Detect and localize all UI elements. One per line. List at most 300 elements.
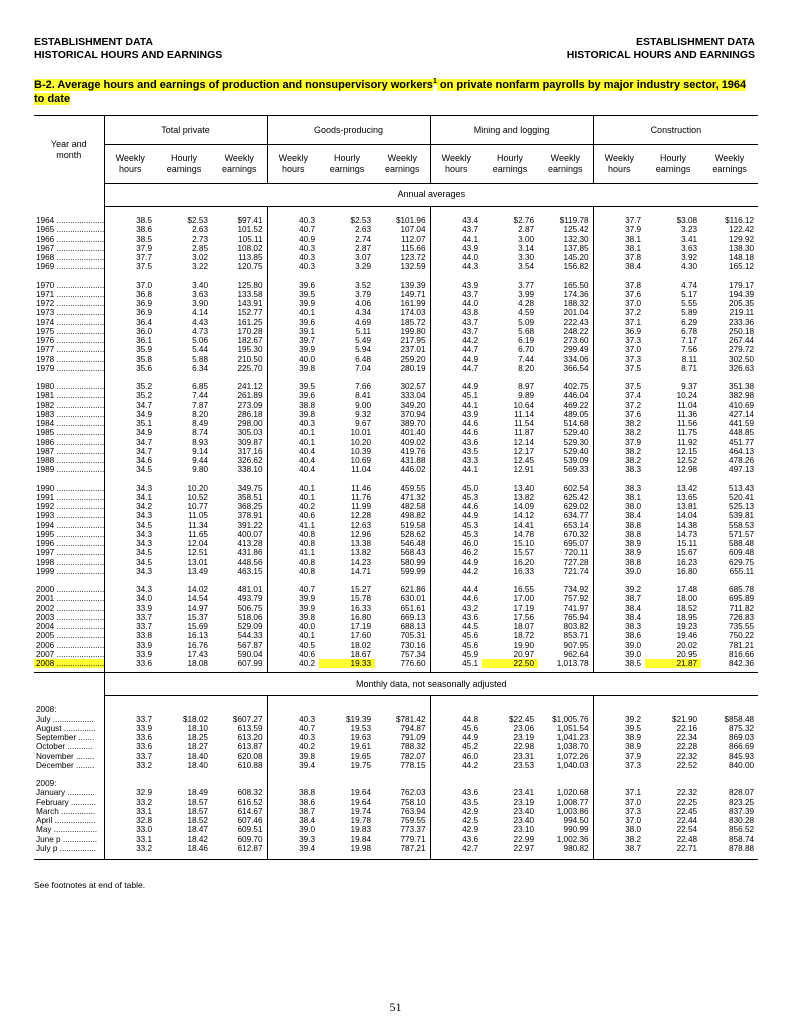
- table-cell: 45.2: [430, 742, 482, 751]
- table-cell: 38.5: [104, 216, 156, 225]
- table-cell: 14.41: [513, 520, 535, 530]
- row-label: 2003 .....................: [36, 612, 104, 622]
- table-cell: 15.67: [676, 548, 698, 558]
- table-row: [34, 724, 758, 733]
- table-cell: 32.8: [104, 816, 156, 825]
- table-cell: 567.87: [237, 640, 263, 650]
- table-cell: 875.32: [729, 723, 755, 733]
- table-cell: 607.99: [237, 659, 263, 668]
- table-cell: 19.64: [350, 797, 372, 807]
- table-cell: 20.95: [676, 649, 698, 659]
- table-cell: 18.08: [187, 659, 208, 668]
- table-cell: 34.3: [104, 567, 156, 576]
- table-cell: 40.2: [267, 502, 319, 511]
- table-cell: 33.2: [104, 798, 156, 807]
- table-cell: 43.6: [430, 788, 482, 797]
- table-cell: 19.53: [350, 723, 372, 733]
- table-cell: 38.8: [593, 521, 645, 530]
- table-cell: 40.6: [267, 511, 319, 520]
- table-cell: 39.6: [267, 318, 319, 327]
- table-cell: 39.0: [267, 825, 319, 834]
- table-cell: 334.06: [563, 354, 589, 364]
- table-row: [34, 798, 758, 807]
- table-cell: 39.8: [267, 613, 319, 622]
- table-cell: 757.92: [563, 594, 589, 604]
- table-cell: 43.5: [430, 447, 482, 456]
- table-cell: 4.74: [681, 280, 698, 290]
- table-cell: $19.39: [345, 714, 372, 724]
- table-cell: 9.44: [192, 456, 208, 465]
- table-cell: 446.04: [563, 391, 589, 401]
- table-cell: 39.6: [267, 281, 319, 290]
- table-cell: 37.9: [593, 225, 645, 234]
- table-cell: 529.09: [237, 622, 263, 631]
- column-header: Weekly hours: [430, 145, 482, 184]
- table-cell: 34.3: [104, 539, 156, 548]
- table-cell: 6.70: [518, 345, 535, 355]
- table-row: [34, 428, 758, 437]
- table-cell: 38.1: [593, 493, 645, 502]
- table-cell: 17.48: [676, 585, 698, 594]
- table-cell: 299.49: [563, 345, 589, 355]
- table-cell: 40.3: [267, 715, 319, 724]
- row-label: February ...........: [36, 797, 97, 807]
- row-label: April ..................: [36, 816, 96, 825]
- table-cell: 7.04: [355, 363, 372, 373]
- table-cell: 514.68: [563, 419, 589, 428]
- table-cell: 568.43: [400, 548, 426, 558]
- table-cell: 16.76: [187, 640, 208, 650]
- header-right: [567, 36, 755, 62]
- table-cell: 16.33: [513, 566, 535, 576]
- table-cell: 735.55: [729, 622, 755, 631]
- table-cell: 16.20: [513, 557, 535, 567]
- table-row: [34, 511, 758, 520]
- table-row: [34, 336, 758, 345]
- table-cell: 1,002.36: [556, 834, 589, 844]
- table-cell: 630.01: [400, 594, 426, 604]
- table-cell: 33.0: [104, 825, 156, 834]
- table-cell: 16.80: [676, 566, 698, 576]
- table-cell: 625.42: [563, 492, 589, 502]
- table-cell: 602.54: [563, 483, 589, 493]
- table-cell: 12.28: [350, 511, 372, 521]
- table-cell: 40.1: [267, 484, 319, 493]
- table-cell: 34.6: [104, 456, 156, 465]
- table-cell: 12.63: [350, 520, 372, 530]
- table-cell: 37.3: [593, 807, 645, 816]
- header-left: [34, 36, 222, 62]
- table-cell: 33.2: [104, 761, 156, 770]
- row-label: 2007 .....................: [36, 649, 104, 659]
- table-cell: 18.52: [187, 816, 208, 825]
- table-cell: 34.5: [104, 548, 156, 557]
- table-cell: 539.09: [563, 456, 589, 465]
- table-cell: 22.44: [676, 816, 698, 825]
- table-cell: 35.9: [104, 345, 156, 354]
- table-cell: 107.04: [400, 225, 426, 235]
- table-cell: 44.6: [430, 594, 482, 603]
- table-cell: 14.97: [187, 603, 208, 613]
- table-cell: 482.58: [400, 502, 426, 511]
- table-cell: 108.02: [237, 243, 263, 253]
- table-cell: 44.2: [430, 336, 482, 345]
- table-cell: 40.1: [267, 438, 319, 447]
- table-cell: 607.46: [237, 816, 263, 825]
- table-cell: 44.9: [430, 355, 482, 364]
- table-cell: 22.71: [676, 843, 698, 853]
- table-cell: 463.15: [237, 566, 263, 576]
- table-cell: 12.91: [513, 465, 535, 475]
- table-cell: 759.55: [400, 816, 426, 825]
- table-row: [34, 715, 758, 724]
- table-row: [34, 281, 758, 290]
- table-cell: 382.98: [729, 391, 755, 401]
- table-cell: 22.34: [676, 733, 698, 742]
- header-left-line2: HISTORICAL HOURS AND EARNINGS: [34, 49, 223, 61]
- table-cell: 569.33: [563, 465, 589, 475]
- table-cell: 18.52: [676, 603, 698, 613]
- row-label: 1970 .....................: [36, 280, 104, 290]
- table-cell: 174.03: [400, 308, 426, 318]
- table-cell: 38.4: [593, 613, 645, 622]
- table-cell: 4.06: [355, 299, 372, 308]
- table-cell: 8.49: [192, 419, 208, 428]
- section-label: Monthly data, not seasonally adjusted: [104, 673, 758, 696]
- table-cell: 38.9: [593, 539, 645, 548]
- table-cell: 39.0: [593, 567, 645, 576]
- table-cell: 11.05: [188, 511, 208, 521]
- table-cell: 402.75: [563, 382, 589, 391]
- table-cell: 489.05: [563, 409, 589, 419]
- table-cell: 18.49: [187, 788, 208, 798]
- table-cell: 45.6: [430, 641, 482, 650]
- table-cell: 14.73: [676, 529, 698, 539]
- table-cell: 38.8: [593, 558, 645, 567]
- table-cell: 840.00: [729, 760, 755, 770]
- table-cell: 120.75: [237, 262, 263, 272]
- table-cell: 14.23: [350, 557, 372, 567]
- table-cell: 612.87: [237, 843, 263, 853]
- table-cell: 10.20: [350, 437, 372, 447]
- table-cell: 726.83: [729, 612, 755, 622]
- table-cell: 15.27: [350, 585, 372, 594]
- table-cell: 15.57: [513, 548, 535, 558]
- table-cell: 17.19: [350, 622, 372, 631]
- table-cell: 5.09: [518, 317, 535, 327]
- table-cell: 12.51: [187, 548, 208, 558]
- table-cell: 125.42: [563, 225, 589, 235]
- table-cell: 4.14: [192, 308, 208, 318]
- table-row: [34, 622, 758, 631]
- table-cell: 481.01: [237, 585, 263, 594]
- table-cell: 125.80: [237, 280, 263, 290]
- table-cell: 9.14: [192, 446, 208, 456]
- table-cell: 7.44: [192, 391, 208, 401]
- column-header: Hourly earnings: [645, 145, 701, 184]
- table-cell: 161.25: [237, 317, 263, 327]
- title-part1: B-2. Average hours and earnings of production and nonsupervisory workers: [34, 79, 433, 91]
- table-cell: 33.7: [104, 613, 156, 622]
- table-row: [34, 613, 758, 622]
- table-cell: 34.7: [104, 447, 156, 456]
- row-label: 1979 .....................: [36, 363, 104, 373]
- table-cell: 23.10: [513, 825, 535, 835]
- table-cell: $607.27: [232, 714, 263, 724]
- table-cell: 513.43: [729, 483, 755, 493]
- table-cell: 493.79: [237, 594, 263, 604]
- table-cell: 10.24: [676, 391, 698, 401]
- row-label: 1971 .....................: [36, 289, 104, 299]
- group-header-goods-producing: Goods-producing: [267, 116, 430, 145]
- row-label: 1975 .....................: [36, 326, 104, 336]
- table-cell: 37.3: [593, 761, 645, 770]
- table-cell: 19.63: [350, 733, 372, 742]
- table-cell: 39.7: [267, 336, 319, 345]
- table-cell: 33.9: [104, 650, 156, 659]
- page-number: 51: [389, 1000, 402, 1014]
- table-cell: 19.83: [350, 825, 372, 835]
- table-cell: 33.1: [104, 835, 156, 844]
- table-cell: 44.3: [430, 262, 482, 271]
- table-cell: 40.3: [267, 262, 319, 271]
- table-cell: 39.9: [267, 604, 319, 613]
- table-cell: 33.9: [104, 724, 156, 733]
- table-cell: 688.13: [400, 622, 426, 631]
- row-label: 2004 .....................: [36, 622, 104, 631]
- table-cell: 610.88: [237, 760, 263, 770]
- table-cell: 40.2: [267, 742, 319, 751]
- row-label: 1992 .....................: [36, 502, 104, 511]
- table-cell: 519.58: [400, 520, 426, 530]
- row-label: 1980 .....................: [36, 382, 104, 391]
- table-cell: 40.4: [267, 447, 319, 456]
- table-row: [34, 650, 758, 659]
- table-cell: 17.43: [187, 649, 208, 659]
- table-cell: 3.07: [355, 253, 372, 262]
- table-cell: 37.4: [593, 391, 645, 400]
- table-cell: 33.2: [104, 844, 156, 853]
- table-row: [34, 345, 758, 354]
- table-cell: 18.57: [187, 797, 208, 807]
- table-cell: 9.00: [355, 400, 372, 410]
- table-cell: 13.01: [187, 557, 208, 567]
- row-label: 1993 .....................: [36, 511, 104, 521]
- table-cell: 33.6: [104, 733, 156, 742]
- table-cell: 23.31: [513, 751, 535, 761]
- table-cell: 782.07: [400, 751, 426, 761]
- table-cell: 273.60: [563, 336, 589, 345]
- table-cell: 152.77: [237, 308, 263, 318]
- table-cell: 38.6: [104, 225, 156, 234]
- table-cell: 23.19: [513, 733, 535, 742]
- table-cell: 13.82: [350, 548, 372, 558]
- table-row: [34, 382, 758, 391]
- table-row: [34, 262, 758, 271]
- table-cell: 750.22: [729, 631, 755, 641]
- row-label: July p ................: [36, 843, 97, 853]
- row-label: 1994 .....................: [36, 520, 104, 530]
- table-cell: 621.86: [400, 585, 426, 594]
- table-cell: 273.09: [237, 400, 263, 410]
- table-cell: 39.8: [267, 410, 319, 419]
- table-cell: 816.66: [729, 649, 755, 659]
- table-cell: 12.14: [513, 437, 535, 447]
- table-cell: 19.75: [350, 760, 372, 770]
- row-label: 1986 .....................: [36, 437, 104, 447]
- table-cell: 37.5: [593, 382, 645, 391]
- table-cell: 727.28: [563, 557, 589, 567]
- table-cell: 44.6: [430, 419, 482, 428]
- table-cell: 39.0: [593, 650, 645, 659]
- table-cell: 40.3: [267, 733, 319, 742]
- table-cell: 3.41: [681, 234, 698, 244]
- table-cell: 317.16: [237, 446, 263, 456]
- table-cell: 38.7: [593, 844, 645, 853]
- table-cell: 38.0: [593, 502, 645, 511]
- table-cell: 40.4: [267, 465, 319, 474]
- table-cell: 35.2: [104, 391, 156, 400]
- table-cell: 1,072.26: [556, 751, 589, 761]
- table-cell: 2.87: [518, 225, 535, 235]
- table-cell: 17.60: [350, 631, 372, 641]
- row-label: September .......: [36, 733, 95, 742]
- table-cell: 199.80: [400, 326, 426, 336]
- table-row: [34, 235, 758, 244]
- table-cell: 40.7: [267, 585, 319, 594]
- table-cell: 3.00: [518, 234, 535, 244]
- table-cell: 37.9: [593, 438, 645, 447]
- table-cell: 40.6: [267, 650, 319, 659]
- table-cell: 741.97: [563, 603, 589, 613]
- table-cell: 261.89: [237, 391, 263, 401]
- table-cell: 298.00: [237, 419, 263, 428]
- table-cell: 695.07: [563, 539, 589, 548]
- table-cell: 2.85: [192, 243, 208, 253]
- table-cell: 4.59: [518, 308, 535, 318]
- table-cell: 237.01: [400, 345, 426, 355]
- table-cell: 37.0: [593, 345, 645, 354]
- table-cell: 8.11: [681, 354, 698, 364]
- table-cell: 44.1: [430, 465, 482, 474]
- table-cell: 391.22: [237, 520, 263, 530]
- table-cell: 3.22: [192, 262, 208, 272]
- group-header-mining-logging: Mining and logging: [430, 116, 593, 145]
- table-cell: 38.4: [593, 262, 645, 271]
- table-cell: 409.02: [400, 437, 426, 447]
- table-cell: 18.10: [187, 723, 208, 733]
- table-cell: 609.70: [237, 834, 263, 844]
- footnote-ref: 1: [432, 78, 437, 86]
- table-cell: 34.1: [104, 493, 156, 502]
- row-label: 1999 .....................: [36, 566, 104, 576]
- table-cell: 866.69: [729, 742, 755, 752]
- table-cell: 40.0: [267, 355, 319, 364]
- table-cell: 366.54: [563, 363, 589, 373]
- table-cell: 4.73: [192, 326, 208, 336]
- table-cell: 33.7: [104, 622, 156, 631]
- table-cell: 18.40: [187, 760, 208, 770]
- table-cell: 14.02: [187, 585, 208, 594]
- table-cell: 12.52: [676, 456, 698, 465]
- table-cell: 326.63: [729, 363, 755, 373]
- table-cell: 419.76: [400, 446, 426, 456]
- table-cell: 34.3: [104, 484, 156, 493]
- table-cell: 217.95: [400, 336, 426, 345]
- row-label: 1966 .....................: [36, 234, 104, 244]
- table-cell: 368.25: [237, 502, 263, 511]
- table-row: [34, 244, 758, 253]
- table-cell: 17.00: [513, 594, 535, 604]
- table-cell: 38.2: [593, 428, 645, 437]
- table-cell: 11.34: [188, 520, 208, 530]
- table-cell: 7.56: [681, 345, 698, 355]
- table-cell: 23.53: [513, 760, 535, 770]
- table-cell: 3.02: [192, 253, 208, 262]
- row-label: 1985 .....................: [36, 428, 104, 438]
- table-cell: 34.3: [104, 585, 156, 594]
- table-cell: 39.0: [593, 641, 645, 650]
- table-cell: 734.92: [563, 585, 589, 594]
- table-cell: 370.94: [400, 409, 426, 419]
- row-label: August ..............: [36, 723, 96, 733]
- table-cell: 138.30: [729, 243, 755, 253]
- table-cell: 12.96: [350, 529, 372, 539]
- table-cell: 38.3: [593, 622, 645, 631]
- table-cell: 19.78: [350, 816, 372, 825]
- table-cell: 400.07: [237, 529, 263, 539]
- table-cell: 188.32: [563, 299, 589, 308]
- row-label: 2000 .....................: [36, 585, 104, 594]
- table-cell: 1,038.70: [556, 742, 589, 752]
- column-header: Weekly hours: [267, 145, 319, 184]
- row-label: January ............: [36, 788, 95, 798]
- table-cell: 3.92: [681, 253, 698, 262]
- table-cell: 1,040.03: [556, 760, 589, 770]
- table-cell: 280.19: [400, 363, 426, 373]
- table-cell: 40.1: [267, 428, 319, 437]
- table-cell: 9.37: [681, 382, 698, 391]
- table-cell: 5.49: [355, 336, 372, 345]
- table-cell: 18.72: [513, 631, 535, 641]
- table-cell: 38.0: [593, 825, 645, 834]
- table-cell: 222.43: [563, 317, 589, 327]
- table-cell: 105.11: [238, 234, 263, 244]
- table-cell: 35.2: [104, 382, 156, 391]
- table-cell: 529.40: [563, 446, 589, 456]
- table-row: [34, 290, 758, 299]
- table-cell: 653.14: [563, 520, 589, 530]
- table-row: [34, 438, 758, 447]
- table-cell: 765.94: [563, 612, 589, 622]
- table-cell: $97.41: [237, 216, 263, 225]
- table-cell: 773.37: [400, 825, 426, 835]
- table-cell: 19.84: [350, 834, 372, 844]
- table-cell: 38.1: [593, 244, 645, 253]
- row-label: 1990 .....................: [36, 483, 104, 493]
- table-cell: 16.80: [350, 612, 372, 622]
- table-cell: 37.6: [593, 410, 645, 419]
- table-cell: 6.48: [355, 354, 372, 364]
- row-label: 1976 .....................: [36, 336, 104, 345]
- table-cell: 16.13: [187, 631, 208, 641]
- table-cell: 39.3: [267, 835, 319, 844]
- row-label: 1974 .....................: [36, 317, 104, 327]
- table-cell: 39.5: [267, 290, 319, 299]
- table-cell: 14.38: [676, 520, 698, 530]
- table-cell: 20.02: [676, 640, 698, 650]
- table-cell: 20.97: [513, 649, 535, 659]
